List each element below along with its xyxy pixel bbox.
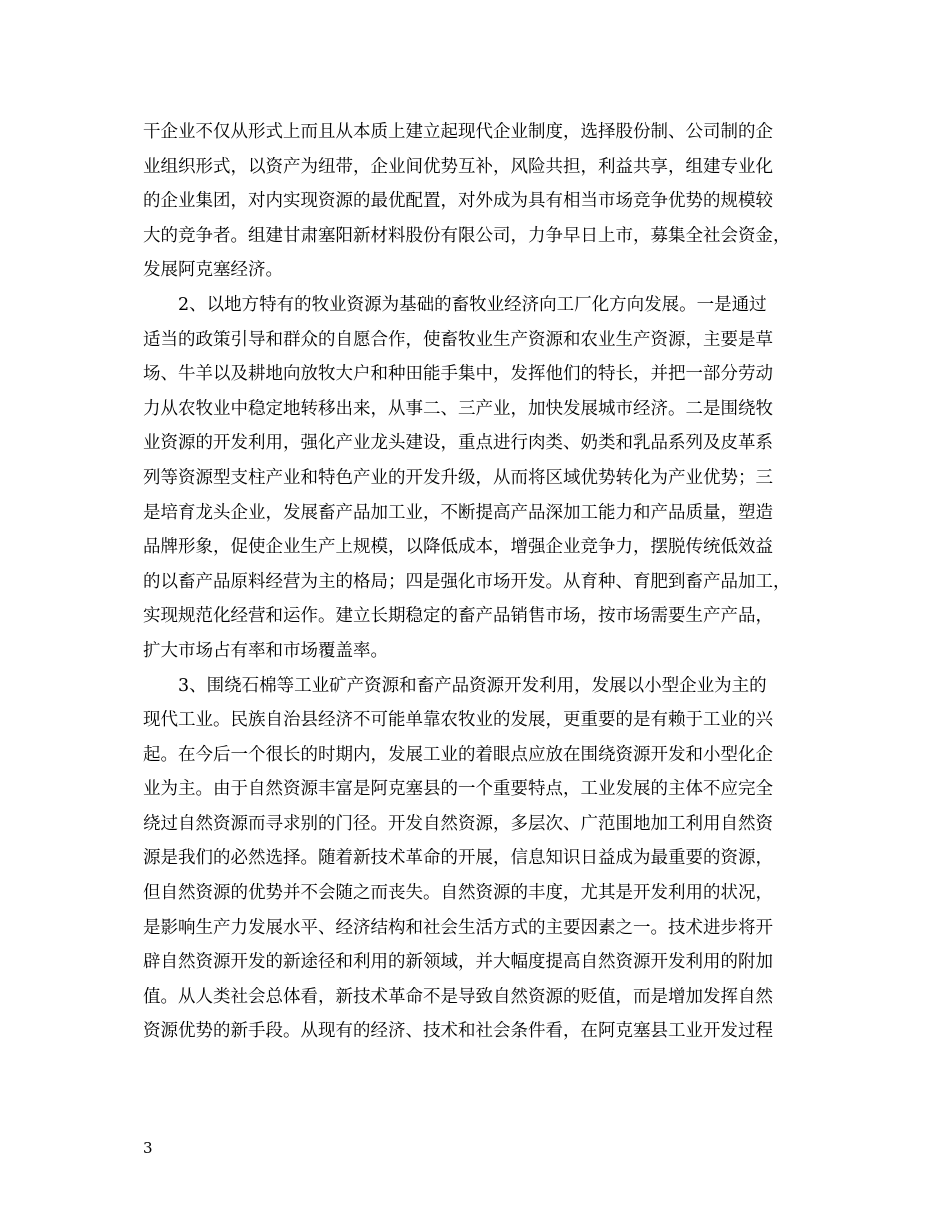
text-line: 起。在今后一个很长的时期内，发展工业的着眼点应放在围绕资源开发和小型化企 [143, 744, 773, 765]
text-line: 业资源的开发利用，强化产业龙头建设，重点进行肉类、奶类和乳品系列及皮革系 [143, 433, 773, 454]
text-line: 绕过自然资源而寻求别的门径。开发自然资源，多层次、广范围地加工利用自然资 [143, 813, 773, 834]
text-line: 是影响生产力发展水平、经济结构和社会生活方式的主要因素之一。技术进步将开 [143, 917, 773, 938]
text-line: 的以畜产品原料经营为主的格局；四是强化市场开发。从育种、育肥到畜产品加工， [143, 571, 791, 592]
text-line: 力从农牧业中稳定地转移出来，从事二、三产业，加快发展城市经济。二是围绕牧 [143, 398, 773, 419]
paragraph-industry [143, 669, 823, 1050]
paragraph-enterprise-system [143, 115, 823, 288]
text-line: 的企业集团，对内实现资源的最优配置，对外成为具有相当市场竞争优势的规模较 [143, 191, 773, 212]
text-line: 业为主。由于自然资源丰富是阿克塞县的一个重要特点，工业发展的主体不应完全 [143, 779, 773, 800]
text-line: 场、牛羊以及耕地向放牧大户和种田能手集中，发挥他们的特长，并把一部分劳动 [143, 364, 773, 385]
text-line: 但自然资源的优势并不会随之而丧失。自然资源的丰度，尤其是开发利用的状况， [143, 883, 773, 904]
text-line: 2、以地方特有的牧业资源为基础的畜牧业经济向工厂化方向发展。一是通过 [143, 294, 767, 315]
page-number: 3 [143, 1139, 153, 1157]
text-line: 是培育龙头企业，发展畜产品加工业，不断提高产品深加工能力和产品质量，塑造 [143, 502, 773, 523]
text-line: 列等资源型支柱产业和特色产业的开发升级，从而将区域优势转化为产业优势；三 [143, 467, 773, 488]
text-line: 辟自然资源开发的新途径和利用的新领域，并大幅度提高自然资源开发利用的附加 [143, 952, 773, 973]
text-line: 大的竞争者。组建甘肃塞阳新材料股份有限公司，力争早日上市，募集全社会资金， [143, 225, 791, 246]
text-line: 品牌形象，促使企业生产上规模，以降低成本，增强企业竞争力，摆脱传统低效益 [143, 537, 773, 558]
paragraph-animal-husbandry [143, 288, 823, 669]
text-line: 资源优势的新手段。从现有的经济、技术和社会条件看，在阿克塞县工业开发过程 [143, 1021, 773, 1042]
text-line: 发展阿克塞经济。 [143, 260, 283, 281]
text-line: 3、围绕石棉等工业矿产资源和畜产品资源开发利用，发展以小型企业为主的 [143, 675, 767, 696]
text-line: 现代工业。民族自治县经济不可能单靠农牧业的发展，更重要的是有赖于工业的兴 [143, 710, 773, 731]
text-line: 扩大市场占有率和市场覆盖率。 [143, 640, 388, 661]
body-text [143, 115, 823, 1049]
text-line: 适当的政策引导和群众的自愿合作，使畜牧业生产资源和农业生产资源，主要是草 [143, 329, 773, 350]
text-line: 业组织形式，以资产为纽带，企业间优势互补，风险共担，利益共享，组建专业化 [143, 156, 773, 177]
text-line: 实现规范化经营和运作。建立长期稳定的畜产品销售市场，按市场需要生产产品， [143, 606, 773, 627]
text-line: 值。从人类社会总体看，新技术革命不是导致自然资源的贬值，而是增加发挥自然 [143, 986, 773, 1007]
text-line: 源是我们的必然选择。随着新技术革命的开展，信息知识日益成为最重要的资源， [143, 848, 773, 869]
text-line: 干企业不仅从形式上而且从本质上建立起现代企业制度，选择股份制、公司制的企 [143, 122, 773, 142]
